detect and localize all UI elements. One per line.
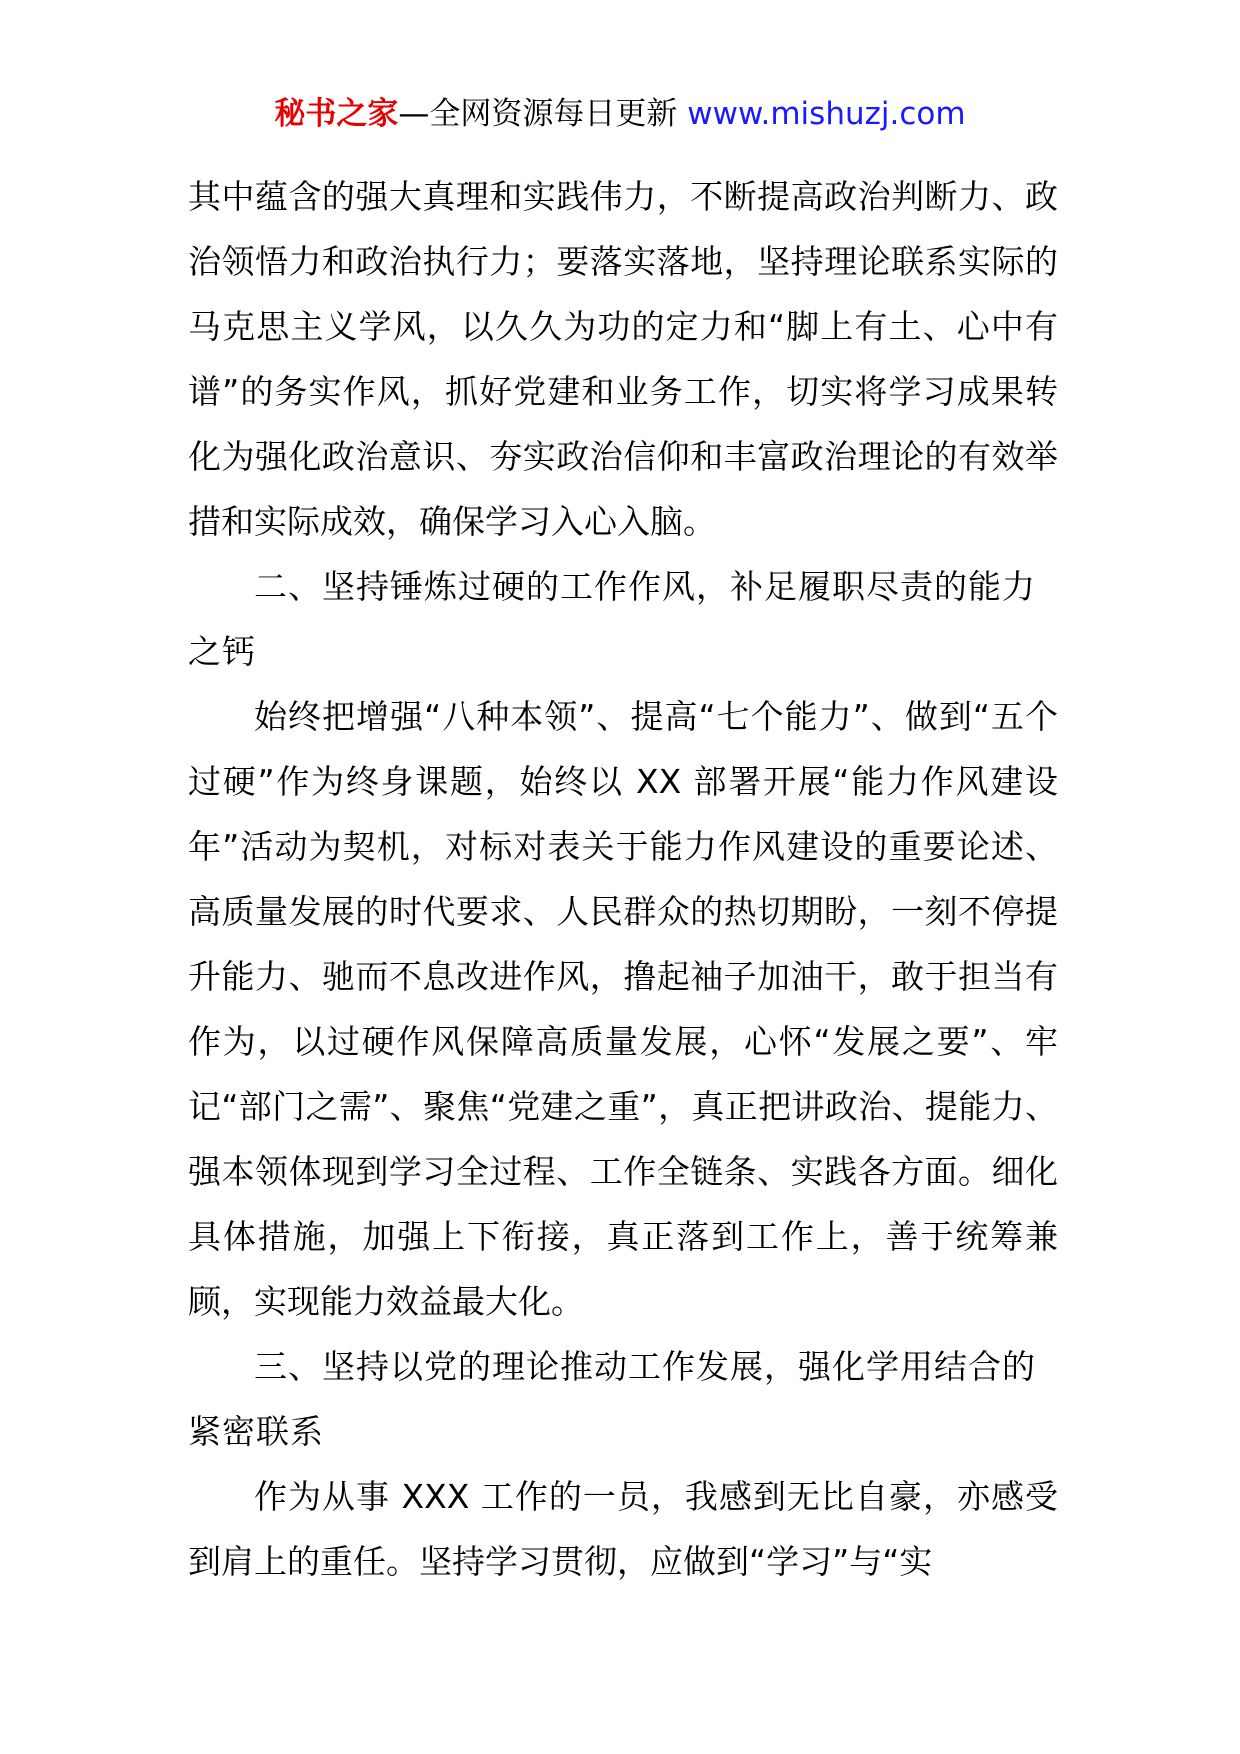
- site-header: [0, 94, 1240, 134]
- brand-name: 秘书之家: [274, 96, 399, 132]
- section-heading-3: 三、坚持以党的理论推动工作发展，强化学用结合的紧密联系: [188, 1347, 1036, 1451]
- site-url[interactable]: www.mishuzj.com: [687, 96, 966, 132]
- document-body: [188, 164, 1058, 1594]
- header-tagline: —全网资源每日更新: [398, 96, 678, 132]
- section-heading-2: 二、坚持锤炼过硬的工作作风，补足履职尽责的能力之钙: [188, 567, 1036, 671]
- paragraph-continued: 其中蕴含的强大真理和实践伟力，不断提高政治判断力、政治领悟力和政治执行力；要落实落地，坚持理论联系实际的马克思主义学风，以久久为功的定力和“脚上有土、心中有谱”的务实作风，抓好党建和业务工作，切实将学习成果转化为强化政治意识、夯实政治信仰和丰富政治理论的有效举措和实际成效，确保学习入心入脑。: [188, 177, 1058, 541]
- paragraph-section-2: 始终把增强“八种本领”、提高“七个能力”、做到“五个过硬”作为终身课题，始终以 XX 部署开展“能力作风建设年”活动为契机，对标对表关于能力作风建设的重要论述、高质量发展的时代要求、人民群众的热切期盼，一刻不停提升能力、驰而不息改进作风，撸起袖子加油干，敢于担当有作为，以过硬作风保障高质量发展，心怀“发展之要”、牢记“部门之需”、聚焦“党建之重”，真正把讲政治、提能力、强本领体现到学习全过程、工作全链条、实践各方面。细化具体措施，加强上下衔接，真正落到工作上，善于统筹兼顾，实现能力效益最大化。: [188, 697, 1058, 1321]
- paragraph-section-3: 作为从事 XXX 工作的一员，我感到无比自豪，亦感受到肩上的重任。坚持学习贯彻，应做到“学习”与“实: [188, 1477, 1058, 1581]
